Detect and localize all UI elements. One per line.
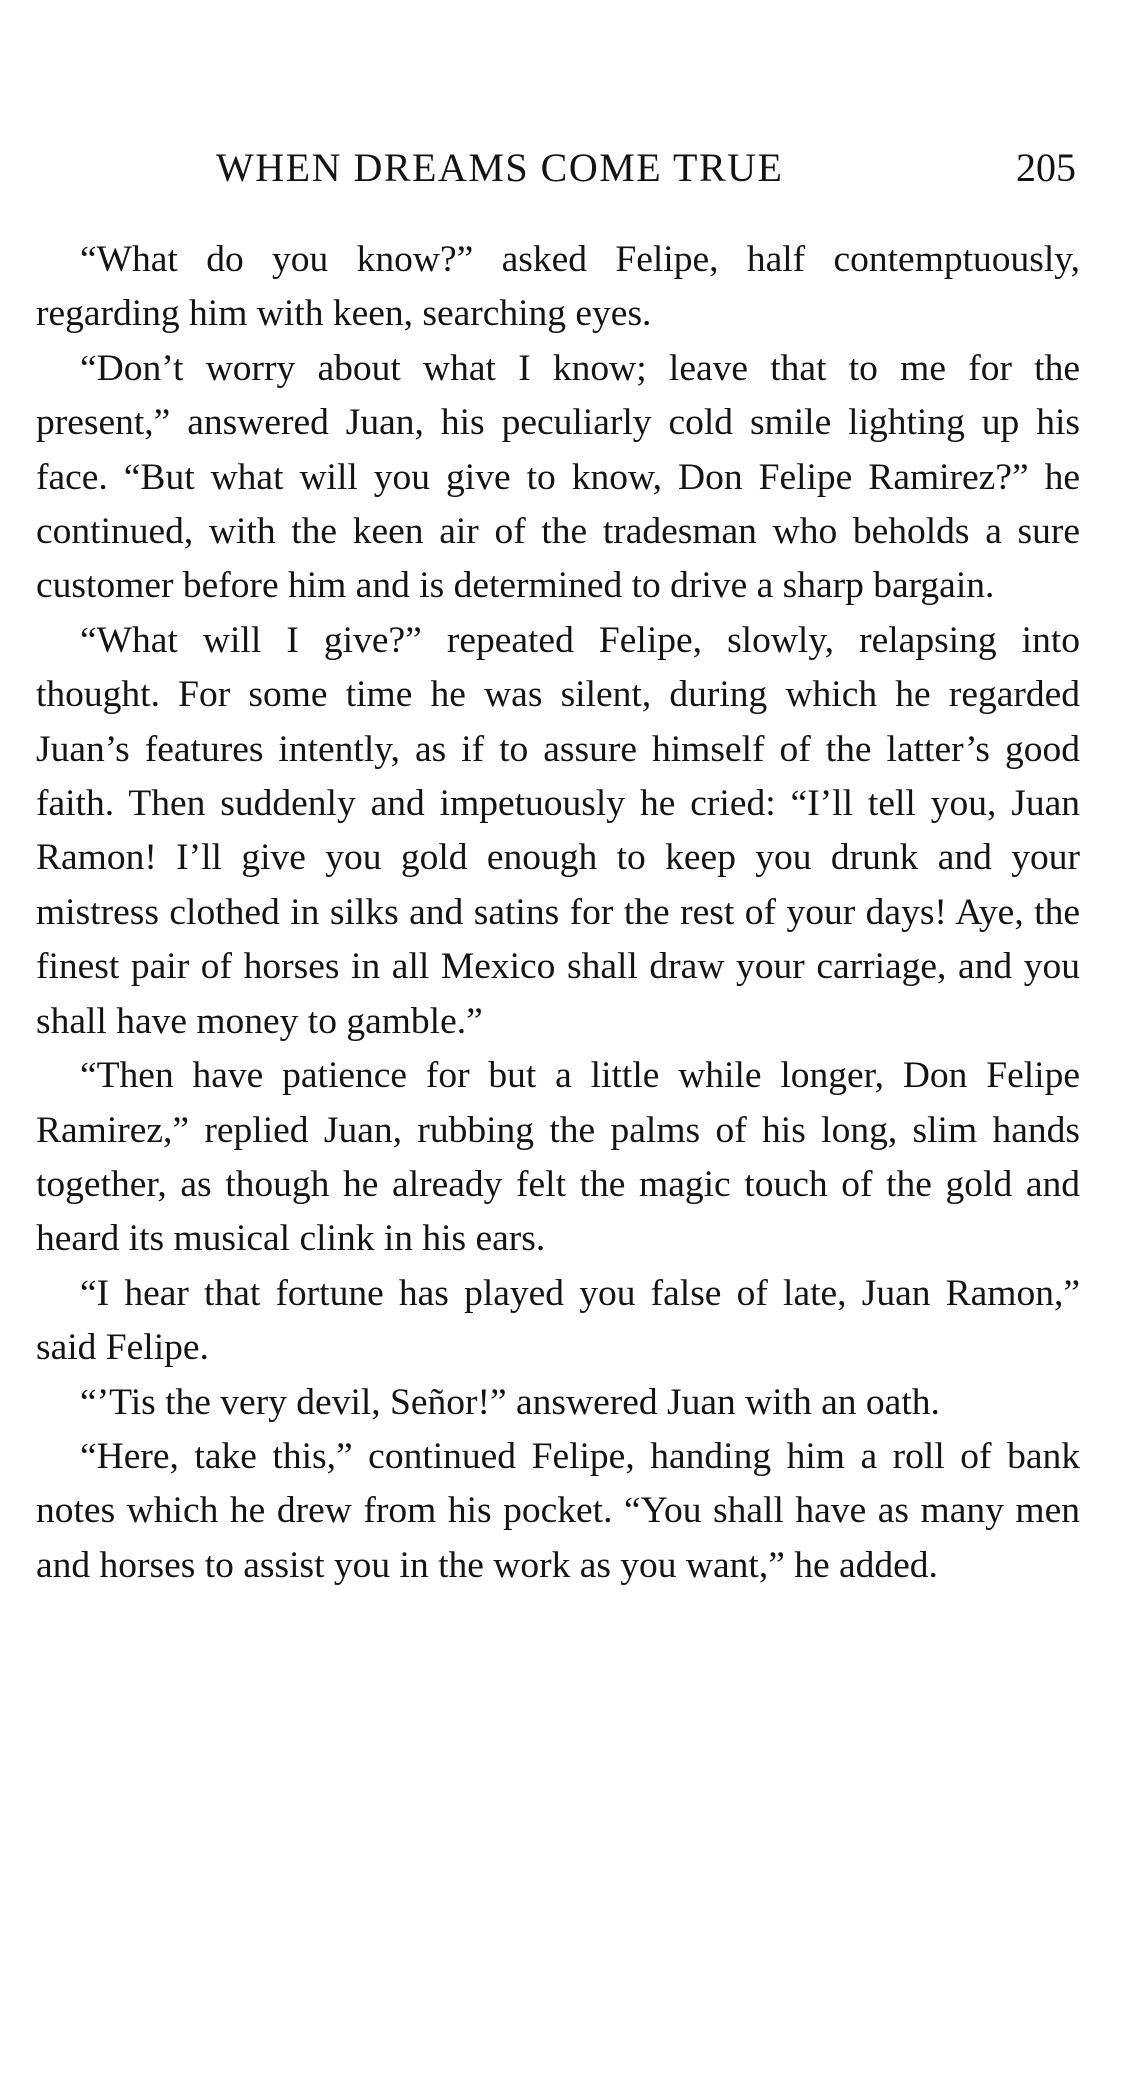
running-head: [36, 140, 1076, 196]
paragraph: “Then have patience for but a little while longer, Don Felipe Ramirez,” replied Juan, rubbing the palms of his long, slim hands together, as though he already felt the magic touch of the gold and heard its musical clink in his ears.: [36, 1055, 1080, 1260]
paragraph: “What do you know?” asked Felipe, half contemptuously, regarding him with keen, searching eyes.: [36, 239, 1080, 335]
paragraph: “Don’t worry about what I know; leave that to me for the present,” answered Juan, his peculiarly cold smile lighting up his face. “But what will you give to know, Don Felipe Ramirez?” he continued, with the keen air of the tradesman who beholds a sure customer before him and is determined to drive a sharp bargain.: [36, 347, 1080, 607]
paragraph: “I hear that fortune has played you false of late, Juan Ramon,” said Felipe.: [36, 1272, 1080, 1369]
paragraph: “Here, take this,” continued Felipe, handing him a roll of bank notes which he drew from his pocket. “You shall have as many men and horses to assist you in the work as you want,” he added.: [36, 1435, 1080, 1586]
page-number: 205: [1016, 145, 1076, 190]
body-text: [36, 233, 1080, 1593]
paragraph: “’Tis the very devil, Señor!” answered Juan with an oath.: [80, 1381, 940, 1423]
running-title: WHEN DREAMS COME TRUE: [216, 145, 784, 190]
paragraph: “What will I give?” repeated Felipe, slowly, relapsing into thought. For some time he was silent, during which he regarded Juan’s features intently, as if to assure himself of the latter’s good faith. Then suddenly and impetuously he cried: “I’ll tell you, Juan Ramon! I’ll give you gold enough to keep you drunk and your mistress clothed in silks and satins for the rest of your days! Aye, the finest pair of horses in all Mexico shall draw your carriage, and you shall have money to gamble.”: [36, 619, 1080, 1042]
